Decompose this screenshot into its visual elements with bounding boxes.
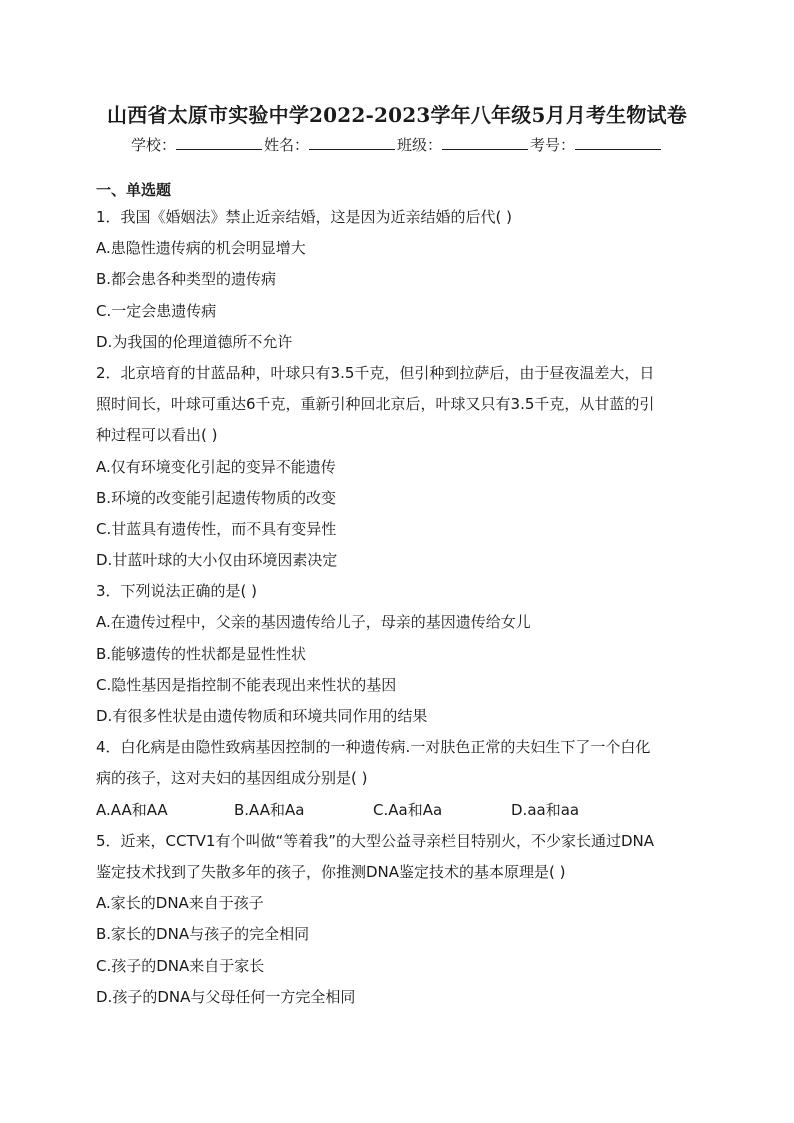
question-stem-line: 1．我国《婚姻法》禁止近亲结婚，这是因为近亲结婚的后代( ) [96, 208, 513, 226]
question-2 [96, 358, 696, 576]
option-d: D.有很多性状是由遗传物质和环境共同作用的结果 [96, 707, 428, 725]
question-stem-line: 鉴定技术找到了失散多年的孩子，你推测DNA鉴定技术的基本原理是( ) [96, 862, 566, 881]
question-1 [96, 202, 696, 358]
question-stem-line: 种过程可以看出( ) [96, 426, 218, 445]
exam-title: 山西省太原市实验中学2022-2023学年八年级5月月考生物试卷 [107, 103, 687, 127]
option-a: A.仅有环境变化引起的变异不能遗传 [96, 457, 336, 476]
question-stem-line: 3．下列说法正确的是( ) [96, 582, 258, 601]
option-c: C.一定会患遗传病 [96, 301, 217, 320]
option-d: D.孩子的DNA与父母任何一方完全相同 [96, 987, 356, 1006]
question-stem-line: 5．近来，CCTV1有个叫做“等着我”的大型公益寻亲栏目特别火，不少家长通过DNA [96, 831, 655, 850]
question-5 [96, 826, 696, 1013]
option-a: A.AA和AA [96, 800, 168, 819]
question-4 [96, 732, 696, 826]
option-a: A.在遗传过程中，父亲的基因遗传给儿子，母亲的基因遗传给女儿 [96, 613, 531, 632]
option-c: C.甘蓝具有遗传性，而不具有变异性 [96, 519, 337, 538]
question-3 [96, 576, 696, 732]
option-d: D.甘蓝叶球的大小仅由环境因素决定 [96, 551, 338, 570]
question-stem-line: 照时间长，叶球可重达6千克，重新引种回北京后，叶球又只有3.5千克，从甘蓝的引 [96, 395, 655, 414]
question-stem-line: 4．白化病是由隐性致病基因控制的一种遗传病.一对肤色正常的夫妇生下了一个白化 [96, 738, 651, 757]
inline-options [96, 795, 696, 826]
option-b: B.都会患各种类型的遗传病 [96, 270, 277, 289]
option-b: B.AA和Aa [234, 800, 305, 819]
option-b: B.家长的DNA与孩子的完全相同 [96, 925, 310, 944]
section-title: 一、单选题 [96, 181, 172, 199]
school-label: 学校： [130, 136, 176, 154]
question-stem-line: 病的孩子，这对夫妇的基因组成分别是( ) [96, 769, 368, 788]
option-d: D.aa和aa [511, 800, 580, 819]
option-b: B.环境的改变能引起遗传物质的改变 [96, 488, 337, 507]
student-info-line [0, 133, 794, 157]
name-blank [309, 133, 395, 150]
class-blank [442, 133, 528, 150]
option-a: A.患隐性遗传病的机会明显增大 [96, 239, 306, 258]
question-list [96, 202, 696, 1013]
school-blank [176, 133, 262, 150]
question-stem-line: 2．北京培育的甘蓝品种，叶球只有3.5千克，但引种到拉萨后，由于昼夜温差大，日 [96, 363, 655, 382]
number-label: 考号： [530, 136, 576, 154]
class-label: 班级： [397, 136, 443, 154]
number-blank [575, 133, 661, 150]
option-d: D.为我国的伦理道德所不允许 [96, 332, 293, 351]
option-c: C.隐性基因是指控制不能表现出来性状的基因 [96, 675, 397, 694]
name-label: 姓名： [263, 136, 309, 154]
option-b: B.能够遗传的性状都是显性性状 [96, 644, 307, 663]
option-c: C.孩子的DNA来自于家长 [96, 956, 265, 975]
option-a: A.家长的DNA来自于孩子 [96, 894, 264, 913]
option-c: C.Aa和Aa [373, 800, 443, 819]
